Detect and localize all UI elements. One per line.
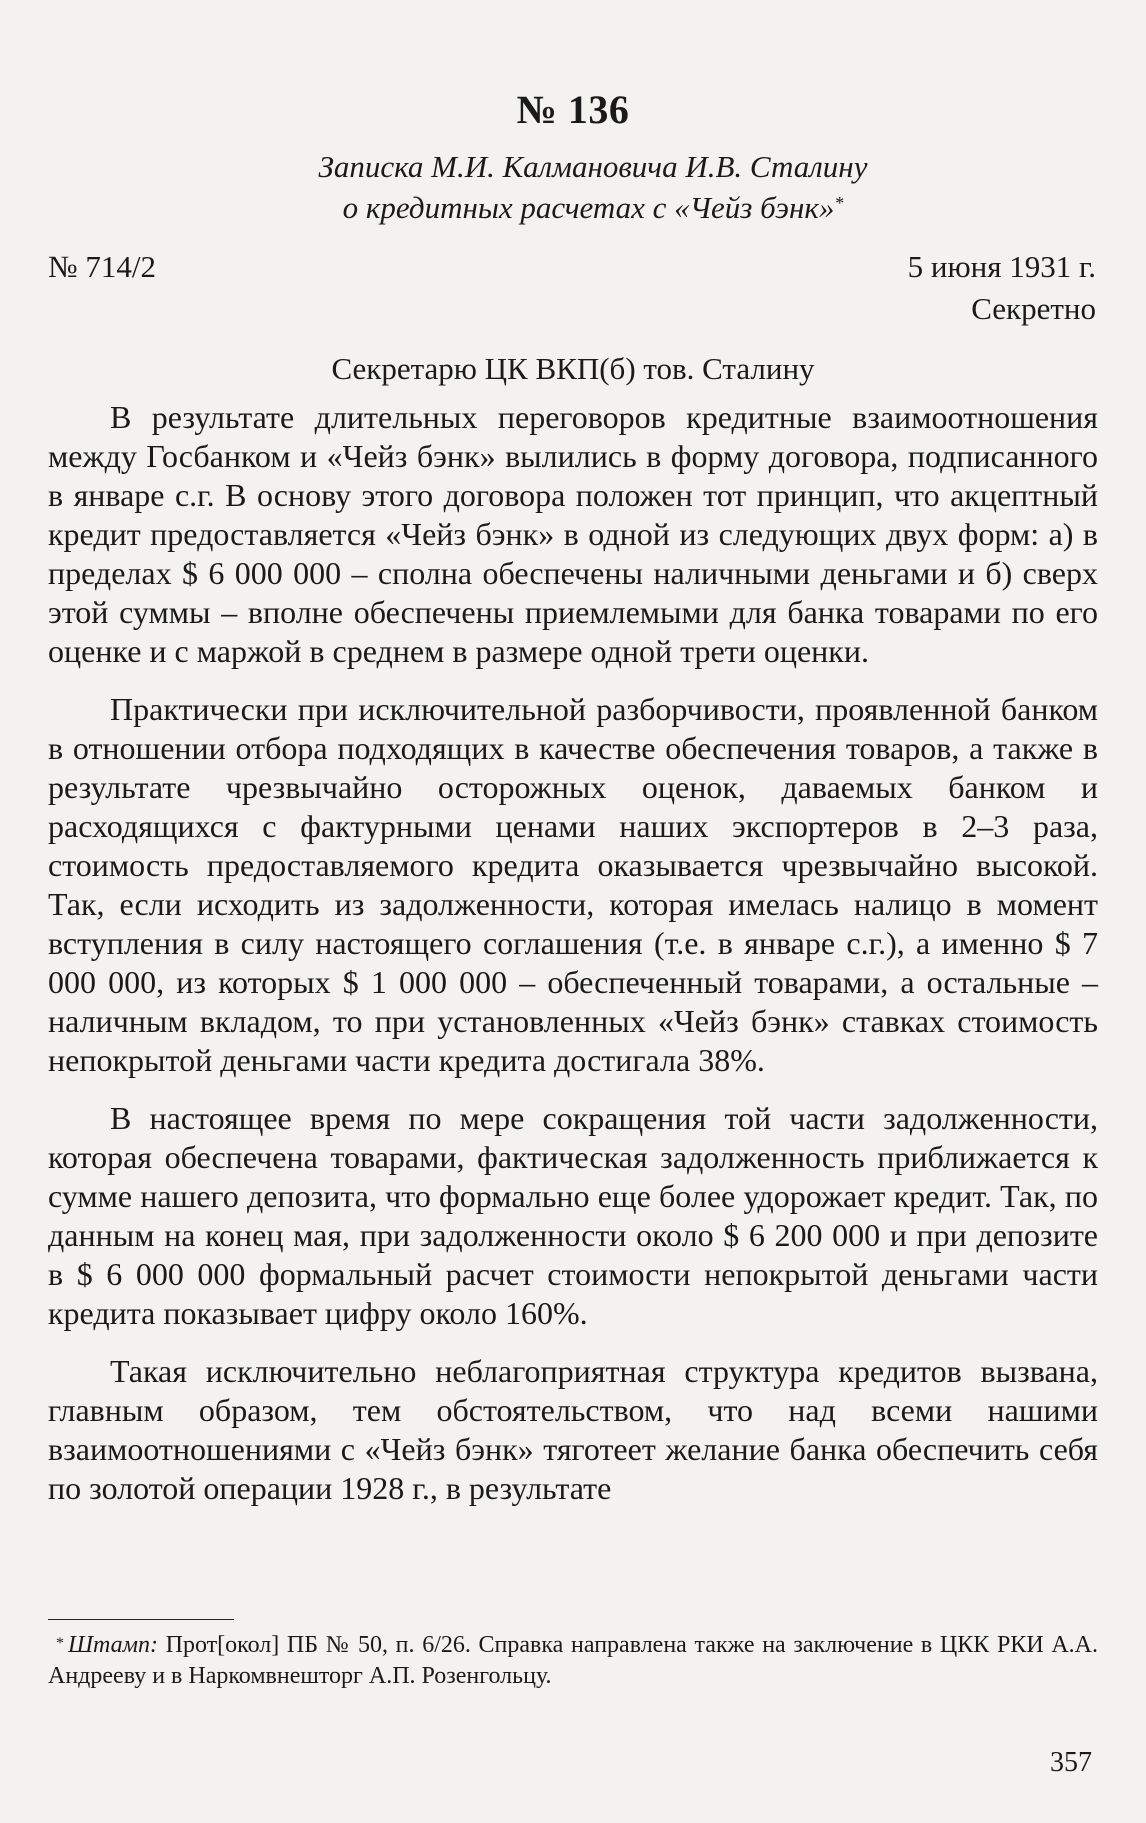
- footnote-divider: [48, 1619, 234, 1620]
- paragraph-2: Практически при исключительной разборчивости, проявленной банком в отношении отбора подходящих в качестве обеспечения товаров, а также в результате чрезвычайно осторожных оценок, даваемых банком и расходящихся с фактурными ценами наших экспортеров в 2–3 раза, стоимость предоставляемого кредита оказывается чрезвычайно высокой. Так, если исходить из задолженности, которая имелась налицо в момент вступления в силу настоящего соглашения (т.е. в январе с.г.), а именно $ 7 000 000, из которых $ 1 000 000 – обеспеченный товарами, а остальные – наличным вкладом, то при установленных «Чейз бэнк» ставках стоимость непокрытой деньгами части кредита достигала 38%.: [48, 691, 1098, 1078]
- footnote-text: Прот[окол] ПБ № 50, п. 6/26. Справка направлена также на заключение в ЦКК РКИ А.А. Андрееву и в Наркомвнешторг А.П. Розенгольцу.: [48, 1632, 1098, 1689]
- title-line-2: [140, 187, 1046, 228]
- paragraph-3: В настоящее время по мере сокращения той части задолженности, которая обеспечена товарами, фактическая задолженность приближается к сумме нашего депозита, что формально еще более удорожает кредит. Так, по данным на конец мая, при задолженности около $ 6 200 000 и при депозите в $ 6 000 000 формальный расчет стоимости непокрытой деньгами части кредита показывает цифру около 160%.: [48, 1100, 1098, 1331]
- footnote-stamp-label: Штамп:: [68, 1632, 158, 1658]
- paragraph-4: Такая исключительно неблагоприятная структура кредитов вызвана, главным образом, тем обстоятельством, что над всеми нашими взаимоотношениями с «Чейз бэнк» тяготеет желание банка обеспечить себя по золотой операции 1928 г., в результате: [48, 1353, 1098, 1506]
- paragraph-1: В результате длительных переговоров кредитные взаимоотношения между Госбанком и «Чейз бэнк» вылились в форму договора, подписанного в январе с.г. В основу этого договора положен тот принцип, что акцептный кредит предоставляется «Чейз бэнк» в одной из следующих двух форм: а) в пределах $ 6 000 000 – сполна обеспечены наличными деньгами и б) сверх этой суммы – вполне обеспечены приемлемыми для банка товарами по его оценке и с маржой в среднем в размере одной трети оценки.: [48, 399, 1098, 669]
- footnote-mark: *: [56, 1635, 64, 1652]
- title-footnote-mark: *: [834, 193, 844, 213]
- letter-body: [48, 398, 1098, 1527]
- reference-number: № 714/2: [48, 249, 156, 284]
- footnote: [48, 1630, 1098, 1692]
- classification-stamp: Секретно: [971, 291, 1096, 326]
- addressee-line: Секретарю ЦК ВКП(б) тов. Сталину: [331, 351, 815, 386]
- document-title: [140, 146, 1046, 228]
- title-line-2-text: о кредитных расчетах с «Чейз бэнк»: [342, 190, 835, 225]
- document-number: № 136: [516, 87, 630, 132]
- page-number: 357: [1050, 1747, 1092, 1778]
- document-date: 5 июня 1931 г.: [907, 249, 1096, 284]
- title-line-1: Записка М.И. Калмановича И.В. Сталину: [318, 149, 868, 184]
